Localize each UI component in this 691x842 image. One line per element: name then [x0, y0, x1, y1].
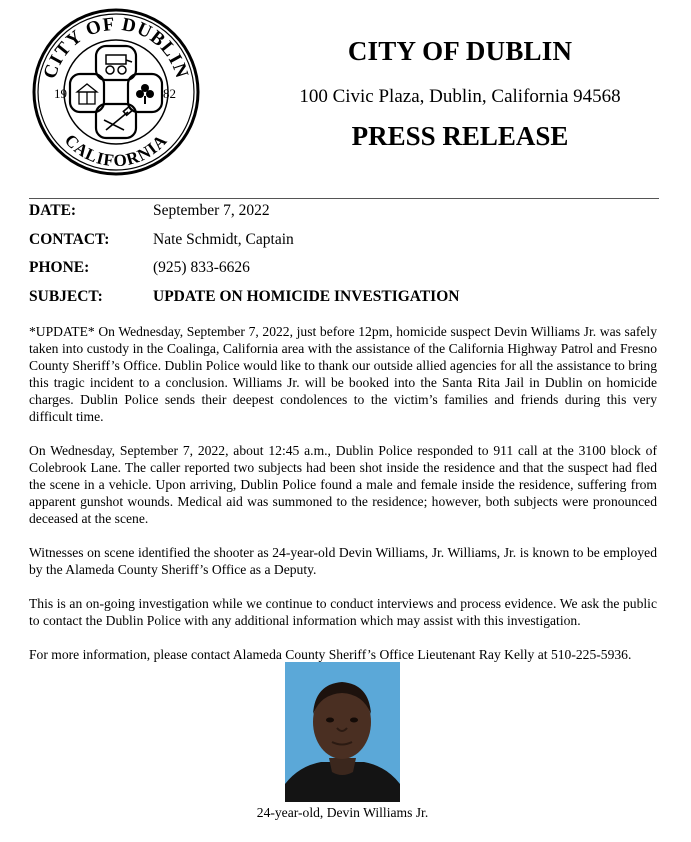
header-divider: [29, 198, 659, 199]
field-label: SUBJECT:: [29, 287, 103, 305]
release-body: [29, 323, 657, 680]
press-release-title: PRESS RELEASE: [351, 121, 569, 151]
field-subject: [29, 286, 669, 315]
svg-text:82: 82: [163, 86, 176, 101]
city-address: 100 Civic Plaza, Dublin, California 94568: [299, 86, 621, 107]
field-date: [29, 200, 669, 229]
person-portrait-icon: [285, 662, 400, 802]
field-value: (925) 833-6626: [153, 259, 250, 276]
field-label: CONTACT:: [29, 230, 110, 248]
svg-text:CITY OF DUBLIN: CITY OF DUBLIN: [39, 13, 193, 82]
field-contact: [29, 229, 669, 258]
body-paragraph: This is an on-going investigation while we continue to conduct interviews and process evidence. We ask the public to contact the Dublin Police with any additional information which may assist with this investigation.: [29, 596, 657, 628]
body-paragraph: Witnesses on scene identified the shooter as 24-year-old Devin Williams, Jr. Williams, Jr. is known to be employed by the Alameda County Sheriff’s Office as a Deputy.: [29, 545, 657, 577]
body-paragraph: On Wednesday, September 7, 2022, about 12:45 a.m., Dublin Police responded to 911 call at the 3100 block of Colebrook Lane. The caller reported two subjects had been shot inside the residence and that the suspect had fled the scene in a vehicle. Upon arriving, Dublin Police found a male and female inside the residence, suffering from apparent gunshot wounds. Medical aid was summoned to the residence; however, both subjects were pronounced deceased at the scene.: [29, 443, 657, 526]
body-paragraph: *UPDATE* On Wednesday, September 7, 2022, just before 12pm, homicide suspect Devin Williams Jr. was safely taken into custody in the Coalinga, California area with the assistance of the California Highway Patrol and Fresno County Sheriff’s Office. Dublin Police would like to thank our outside allied agencies for all the assistance to bring this tragic incident to a conclusion. Williams Jr. will be booked into the Santa Rita Jail in Dublin on homicide charges. Dublin Police sends their deepest condolences to the victim’s families and friends during this very difficult time.: [29, 324, 657, 424]
field-phone: [29, 257, 669, 286]
field-label: PHONE:: [29, 259, 90, 276]
field-value: September 7, 2022: [153, 202, 270, 219]
svg-text:19: 19: [54, 86, 67, 101]
field-value: Nate Schmidt, Captain: [153, 230, 294, 248]
city-seal-logo: [32, 8, 200, 176]
suspect-photo: [285, 662, 400, 802]
photo-caption: 24-year-old, Devin Williams Jr.: [256, 805, 429, 820]
field-value: UPDATE ON HOMICIDE INVESTIGATION: [153, 287, 460, 305]
release-fields: [29, 200, 669, 314]
svg-text:CALIFORNIA: CALIFORNIA: [60, 130, 172, 171]
body-paragraph: For more information, please contact Alameda County Sheriff’s Office Lieutenant Ray Kelly at 510-225-5936.: [29, 647, 632, 662]
city-name-heading: CITY OF DUBLIN: [347, 36, 573, 66]
field-label: DATE:: [29, 202, 77, 219]
